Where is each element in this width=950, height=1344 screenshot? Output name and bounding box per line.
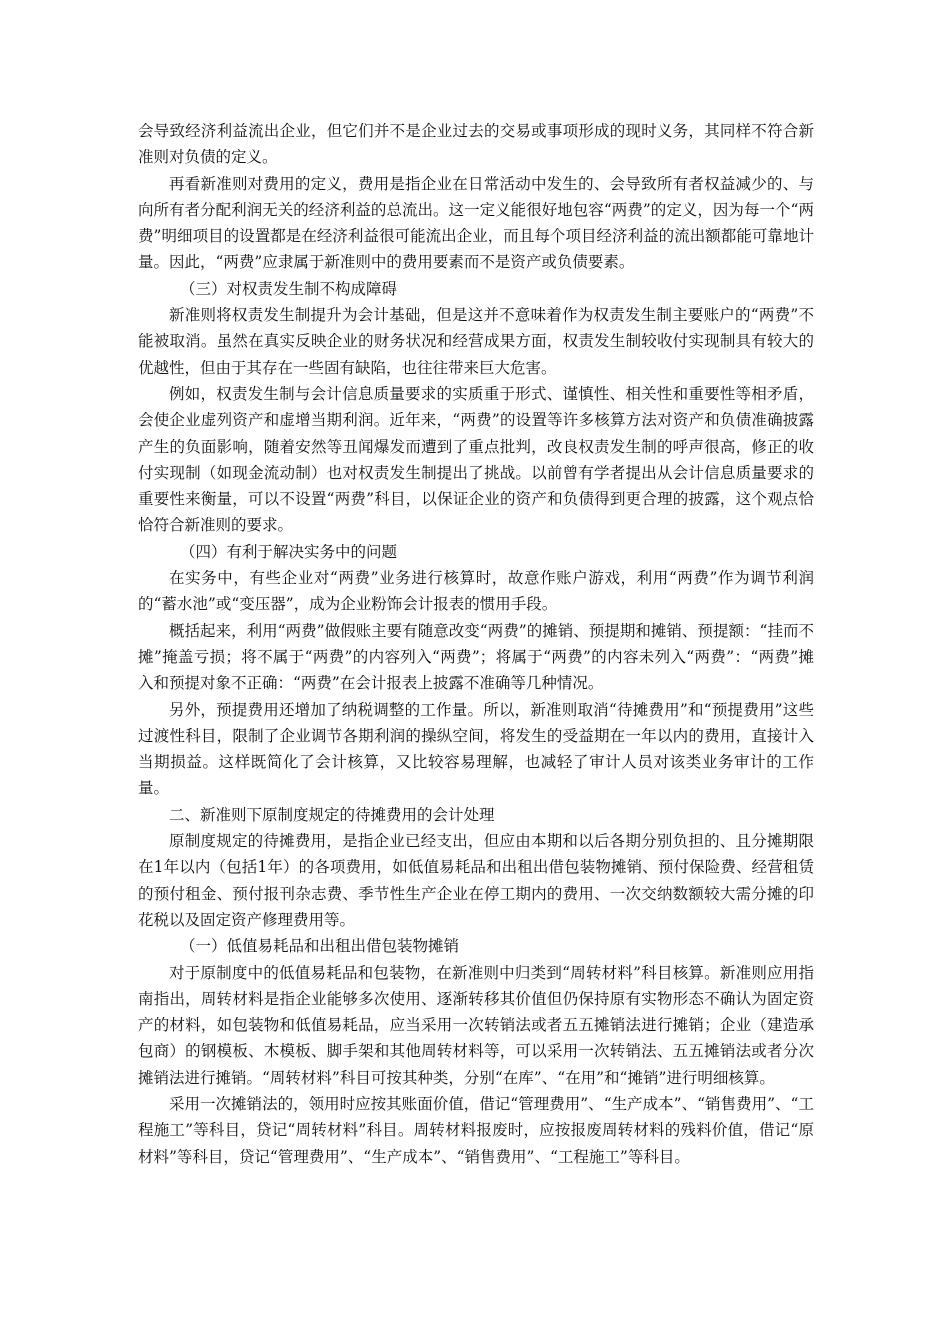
paragraph-summary: 概括起来，利用“两费”做假账主要有随意改变“两费”的摊销、预提期和摊销、预提额：“挂而不摊”掩盖亏损；将不属于“两费”的内容列入“两费”；将属于“两费”的内容未列入“两费”：“两费”摊入和预提对象不正确：“两费”在会计报表上披露不准确等几种情况。	[138, 621, 814, 693]
paragraph-one-time-amortization: 采用一次摊销法的，领用时应按其账面价值，借记“管理费用”、“生产成本”、“销售费用”、“工程施工”等科目，贷记“周转材料”科目。周转材料报废时，应按报废周转材料的残料价值，借记“原材料”等科目，贷记“管理费用”、“生产成本”、“销售费用”、“工程施工”等科目。	[138, 1094, 814, 1166]
section-heading-part-2-1: （一）低值易耗品和出租出借包装物摊销	[180, 937, 460, 956]
section-heading-3: （三）对权责发生制不构成障碍	[180, 279, 398, 298]
section-heading-part-2: 二、新准则下原制度规定的待摊费用的会计处理	[169, 805, 495, 824]
paragraph-turnover-materials: 对于原制度中的低值易耗品和包装物，在新准则中归类到“周转材料”科目核算。新准则应用指南指出，周转材料是指企业能够多次使用、逐渐转移其价值但仍保持原有实物形态不确认为固定资产的材料，如包装物和低值易耗品，应当采用一次转销法或者五五摊销法进行摊销；企业（建造承包商）的钢模板、木模板、脚手架和其他周转材料等，可以采用一次转销法、五五摊销法或者分次摊销法进行摊销。“周转材料”科目可按其种类，分别“在库”、“在用”和“摊销”进行明细核算。	[138, 963, 814, 1087]
paragraph-practice: 在实务中，有些企业对“两费”业务进行核算时，故意作账户游戏，利用“两费”作为调节利润的“蓄水池”或“变压器”，成为企业粉饰会计报表的惯用手段。	[138, 569, 814, 614]
paragraph-accrual-example: 例如，权责发生制与会计信息质量要求的实质重于形式、谨慎性、相关性和重要性等相矛盾，会使企业虚列资产和虚增当期利润。近年来，“两费”的设置等许多核算方法对资产和负债准确披露产生的负面影响，随着安然等丑闻爆发而遭到了重点批判，改良权责发生制的呼声很高，修正的收付实现制（如现金流动制）也对权责发生制提出了挑战。以前曾有学者提出从会计信息质量要求的重要性来衡量，可以不设置“两费”科目，以保证企业的资产和负债得到更合理的披露，这个观点恰恰符合新准则的要求。	[138, 384, 814, 535]
paragraph-tax-adjustment: 另外，预提费用还增加了纳税调整的工作量。所以，新准则取消“待摊费用”和“预提费用”这些过渡性科目，限制了企业调节各期利润的操纵空间，将发生的受益期在一年以内的费用，直接计入当期损益。这样既简化了会计核算，又比较容易理解，也减轻了审计人员对该类业务审计的工作量。	[138, 700, 814, 798]
paragraph-prepaid-definition: 原制度规定的待摊费用，是指企业已经支出，但应由本期和以后各期分别负担的、且分摊期限在1年以内（包括1年）的各项费用，如低值易耗品和出租出借包装物摊销、预付保险费、经营租赁的预付租金、预付报刊杂志费、季节性生产企业在停工期内的费用、一次交纳数额较大需分摊的印花税以及固定资产修理费用等。	[138, 832, 814, 929]
section-heading-4: （四）有利于解决实务中的问题	[180, 542, 398, 561]
paragraph-accrual-basis: 新准则将权责发生制提升为会计基础，但是这并不意味着作为权责发生制主要账户的“两费”不能被取消。虽然在真实反映企业的财务状况和经营成果方面，权责发生制较收付实现制具有较大的优越性，但由于其存在一些固有缺陷，也往往带来巨大危害。	[138, 306, 814, 377]
document-page	[138, 118, 814, 1170]
paragraph-expense-definition: 再看新准则对费用的定义，费用是指企业在日常活动中发生的、会导致所有者权益减少的、与向所有者分配利润无关的经济利益的总流出。这一定义能很好地包容“两费”的定义，因为每一个“两费”明细项目的设置都是在经济利益很可能流出企业，而且每个项目经济利益的流出额都能可靠地计量。因此，“两费”应隶属于新准则中的费用要素而不是资产或负债要素。	[138, 174, 814, 272]
paragraph-continued: 会导致经济利益流出企业，但它们并不是企业过去的交易或事项形成的现时义务，其同样不符合新准则对负债的定义。	[138, 122, 814, 167]
